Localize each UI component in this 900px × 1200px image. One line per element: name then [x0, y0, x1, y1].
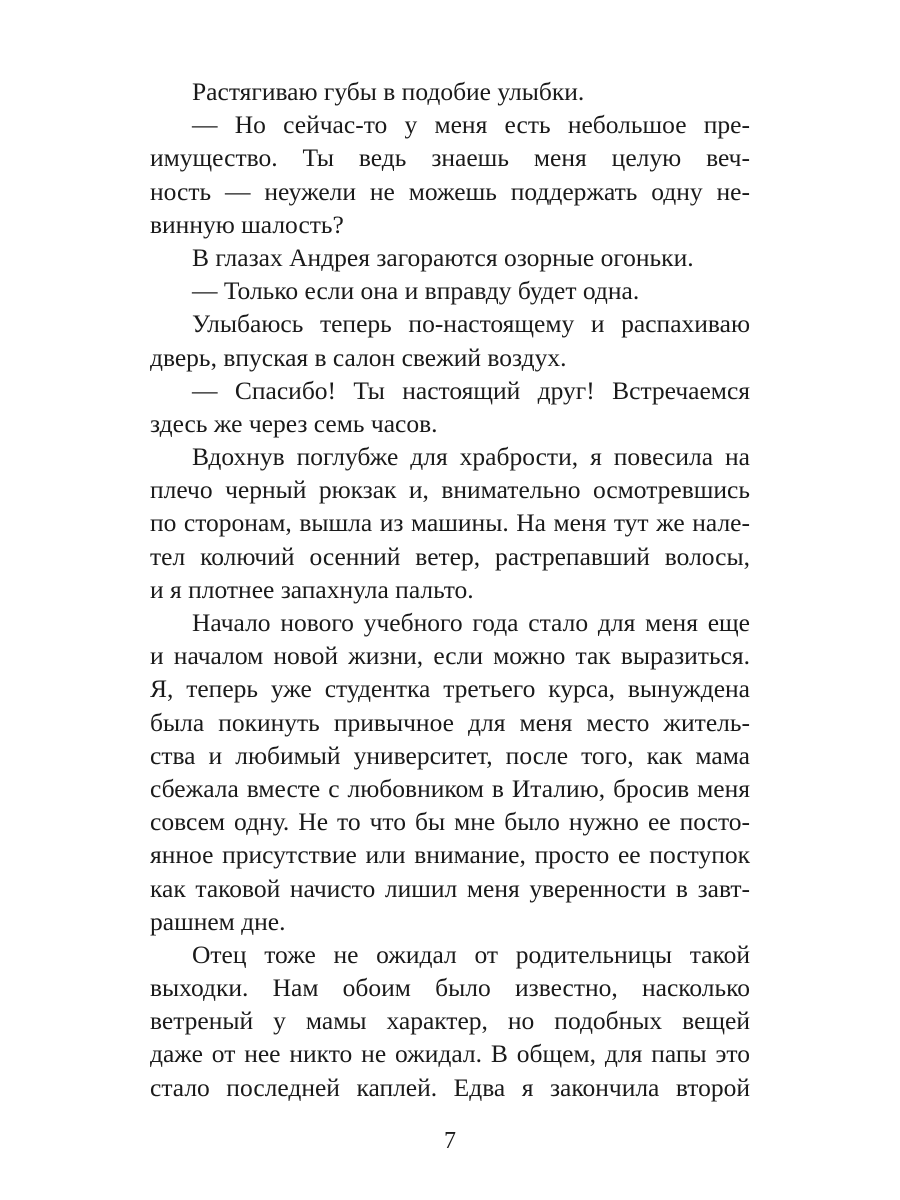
- text-line: и я плотнее запахнула пальто.: [150, 574, 474, 604]
- text-line: дверь, впуская в салон свежий воздух.: [150, 342, 567, 372]
- text-line: Улыбаюсь теперь по-настоящему и распахиваю: [192, 309, 750, 339]
- text-line: — Только если она и вправду будет одна.: [192, 276, 640, 306]
- text-line: рашнем дне.: [150, 906, 286, 936]
- text-line: ветреный у мамы характер, но подобных вещей: [150, 1006, 750, 1036]
- text-line: как таковой начисто лишил меня уверенности в завт-: [150, 873, 750, 903]
- text-line: Отец тоже не ожидал от родительницы такой: [192, 939, 750, 969]
- text-line: — Но сейчас-то у меня есть небольшое пре-: [192, 110, 750, 140]
- text-line: янное присутствие или внимание, просто ее поступок: [150, 840, 750, 870]
- text-line: даже от нее никто не ожидал. В общем, для папы это: [150, 1039, 750, 1069]
- text-line: плечо черный рюкзак и, внимательно осмотревшись: [150, 475, 750, 505]
- text-line: Начало нового учебного года стало для меня еще: [192, 608, 750, 637]
- text-line: и началом новой жизни, если можно так выразиться.: [150, 641, 750, 671]
- text-line: тел колючий осенний ветер, растрепавший волосы,: [150, 541, 750, 571]
- text-line: по сторонам, вышла из машины. На меня тут же нале-: [150, 508, 750, 538]
- text-line: винную шалость?: [150, 209, 344, 239]
- text-line: стало последней каплей. Едва я закончила второй: [150, 1072, 750, 1102]
- text-line: Вдохнув поглубже для храбрости, я повесила на: [192, 442, 750, 472]
- text-line: — Спасибо! Ты настоящий друг! Встречаемся: [192, 375, 750, 405]
- page-number: 7: [444, 1128, 456, 1154]
- text-line: выходки. Нам обоим было известно, насколько: [150, 973, 750, 1003]
- text-line: В глазах Андрея загораются озорные огоньки.: [192, 242, 694, 272]
- body-text: [150, 75, 750, 1104]
- text-line: Растягиваю губы в подобие улыбки.: [192, 77, 585, 106]
- text-line: сбежала вместе с любовником в Италию, бросив меня: [150, 773, 750, 803]
- text-line: ства и любимый университет, после того, как мама: [150, 740, 750, 770]
- text-line: ность — неужели не можешь поддержать одну не-: [150, 176, 750, 206]
- text-line: была покинуть привычное для меня место житель-: [150, 707, 750, 737]
- text-line: совсем одну. Не то что бы мне было нужно ее посто-: [150, 807, 750, 837]
- text-line: здесь же через семь часов.: [150, 408, 438, 438]
- text-line: Я, теперь уже студентка третьего курса, вынуждена: [150, 674, 750, 704]
- text-line: имущество. Ты ведь знаешь меня целую веч-: [150, 143, 750, 173]
